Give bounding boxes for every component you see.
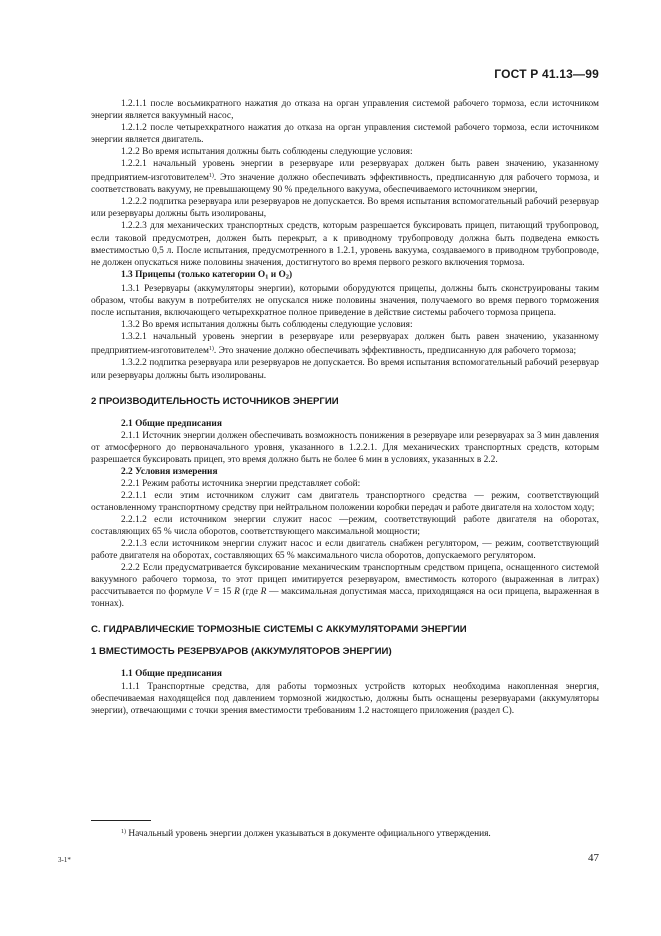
subsection-heading-2-1: 2.1 Общие предписания: [121, 418, 222, 429]
footnote-reference: 1): [208, 346, 214, 353]
paragraph-1-2-1-1: 1.2.1.1 после восьмикратного нажатия до отказа на орган управления системой рабочего тормоза, если источником энергии является вакуумный насос,: [91, 99, 599, 122]
paragraph-2-2-1-2: 2.2.1.2 если источником энергии служит насос —режим, соответствующий работе двигателя на оборотах, составляющих 65 % числа оборотов, соответствующего максимальной мощности;: [91, 515, 599, 538]
heading-text: 1.3 Прицепы (только категории О: [121, 269, 266, 280]
paragraph-1-2-1-2: 1.2.1.2 после четырехкратного нажатия до отказа на орган управления системой рабочего тормоза, если источником энергии является двигатель.: [91, 123, 599, 146]
paragraph-1-1-1: 1.1.1 Транспортные средства, для работы тормозных устройств которых необходима накопленная энергия, обеспечиваемая находящейся под давлением тормозной жидкостью, должны быть оснащены резервуарами (аккумуляторы энергии), отвечающими с точки зрения вместимости требованиям 1.2 настоящего приложения (раздел С).: [91, 681, 599, 716]
paragraph-1-3-1: 1.3.1 Резервуары (аккумуляторы энергии), которыми оборудуются прицепы, должны быть сконструированы таким образом, чтобы вакуум в потребителях не опускался ниже половины значения, получаемого во время первого торможения после испытания, включающего четырехкратное полное приведение в действие системы рабочего тормоза прицепа.: [91, 284, 599, 319]
paragraph-2-1-1: 2.1.1 Источник энергии должен обеспечивать возможность понижения в резервуаре или резервуарах за 3 мин давления от атмосферного до первоначального уровня, указанного в 1.2.2.1. Для механических транспортных средств, которым разрешается буксировать прицеп, это время должно быть не более 6 мин в условиях, указанных в 2.2.: [91, 430, 599, 465]
subsection-heading-1-3: [91, 269, 599, 284]
paragraph-1-2-2-2: 1.2.2.2 подпитка резервуара или резервуаров не допускается. Во время испытания вспомогательный рабочий резервуар или резервуары должны быть изолированы,: [91, 197, 599, 220]
paragraph-text: 1.2.2.1 начальный уровень энергии в резервуаре или резервуарах должен быть равен значению, указанному предприятием-изготовителем: [91, 159, 599, 184]
subsection-heading-2-2: 2.2 Условия измерения: [121, 466, 218, 477]
heading-text: и О: [268, 269, 286, 280]
paragraph-text: (где: [239, 587, 261, 598]
subsection-heading-1-1: 1.1 Общие предписания: [121, 669, 222, 680]
footnote: [91, 826, 599, 840]
subscript: 1: [265, 273, 269, 281]
paragraph-text: = 15: [211, 587, 235, 598]
paragraph-text: 1.3.2.1 начальный уровень энергии в резервуаре или резервуарах должен быть равен значению, указанному предприятием-изготовителем: [91, 332, 599, 357]
paragraph-2-2-2: [91, 562, 599, 610]
paragraph-text: 2.2.2 Если предусматривается буксирование механическим транспортным средством прицепа, оснащенного системой вакуумного рабочего тормоза, то этот прицеп имитируется резервуаром, вместимость которого (выраженная в литрах) рассчитывается по формуле: [91, 563, 599, 598]
section-heading-2: 2 ПРОИЗВОДИТЕЛЬНОСТЬ ИСТОЧНИКОВ ЭНЕРГИИ: [91, 395, 339, 407]
paragraph-2-2-1-3: 2.2.1.3 если источником энергии служит насос и если двигатель снабжен регулятором, — режим, соответствующий работе двигателя на оборотах, составляющих 65 % максимального числа оборотов, допускаемого регулятором.: [91, 539, 599, 562]
section-heading-c: С. ГИДРАВЛИЧЕСКИЕ ТОРМОЗНЫЕ СИСТЕМЫ С АККУМУЛЯТОРАМИ ЭНЕРГИИ: [91, 624, 467, 636]
document-body: [91, 98, 599, 717]
paragraph-1-3-2-2: 1.3.2.2 подпитка резервуара или резервуаров не допускается. Во время испытания вспомогательный рабочий резервуар или резервуары должны быть изолированы.: [91, 358, 599, 381]
footnote-divider: [91, 820, 151, 821]
page-number: 47: [588, 852, 599, 864]
paragraph-text: . Это значение должно обеспечивать эффективность, предписанную для рабочего тормоза;: [213, 346, 577, 357]
formula-variable-r: R: [234, 587, 240, 598]
formula-variable-v: V: [205, 587, 212, 598]
paragraph-text: . Это значение должно обеспечивать эффективность, предписанную для рабочего тормоза, и соответствовать вакууму, не превышающему 90 % предельного вакуума, обеспечиваемого источником энергии,: [91, 173, 599, 196]
document-code-header: ГОСТ Р 41.13—99: [494, 67, 599, 81]
paragraph-1-3-2: 1.3.2 Во время испытания должны быть соблюдены следующие условия:: [121, 320, 413, 331]
footnote-mark: 1): [121, 829, 126, 835]
heading-text: ): [289, 269, 293, 280]
footnote-reference: 1): [208, 173, 214, 180]
formula-variable-r: R: [260, 587, 267, 598]
paragraph-1-2-2: 1.2.2 Во время испытания должны быть соблюдены следующие условия:: [121, 147, 413, 158]
subscript: 2: [285, 273, 290, 281]
paragraph-1-3-2-1: [91, 331, 599, 357]
paragraph-text: — максимальная допустимая масса, приходящаяся на оси прицепа, выраженная в тоннах).: [91, 587, 599, 610]
section-heading-c-1: 1 ВМЕСТИМОСТЬ РЕЗЕРВУАРОВ (АККУМУЛЯТОРОВ ЭНЕРГИИ): [91, 646, 392, 658]
footer-sheet-mark: 3-1*: [58, 856, 71, 864]
paragraph-2-2-1-1: 2.2.1.1 если этим источником служит сам двигатель транспортного средства — режим, соответствующий остановленному транспортному средству при нейтральном положении коробки передач и работе двигателя на холостом ходу;: [91, 490, 599, 513]
paragraph-1-2-2-1: [91, 158, 599, 196]
paragraph-2-2-1: 2.2.1 Режим работы источника энергии представляет собой:: [121, 478, 361, 489]
footnote-text: Начальный уровень энергии должен указываться в документе официального утверждения.: [126, 829, 491, 839]
paragraph-1-2-2-3: 1.2.2.3 для механических транспортных средств, которым разрешается буксировать прицеп, питающий трубопровод, если таковой предусмотрен, должен быть перекрыт, а к приводному трубопроводу должна быть подведена емкость вместимостью 0,5 л. После испытания, предусмотренного в 1.2.1, уровень вакуума, создаваемого в приводном трубопроводе, не должен опускаться ниже половины значения, достигнутого во время первого резкого включения тормоза.: [91, 221, 599, 268]
